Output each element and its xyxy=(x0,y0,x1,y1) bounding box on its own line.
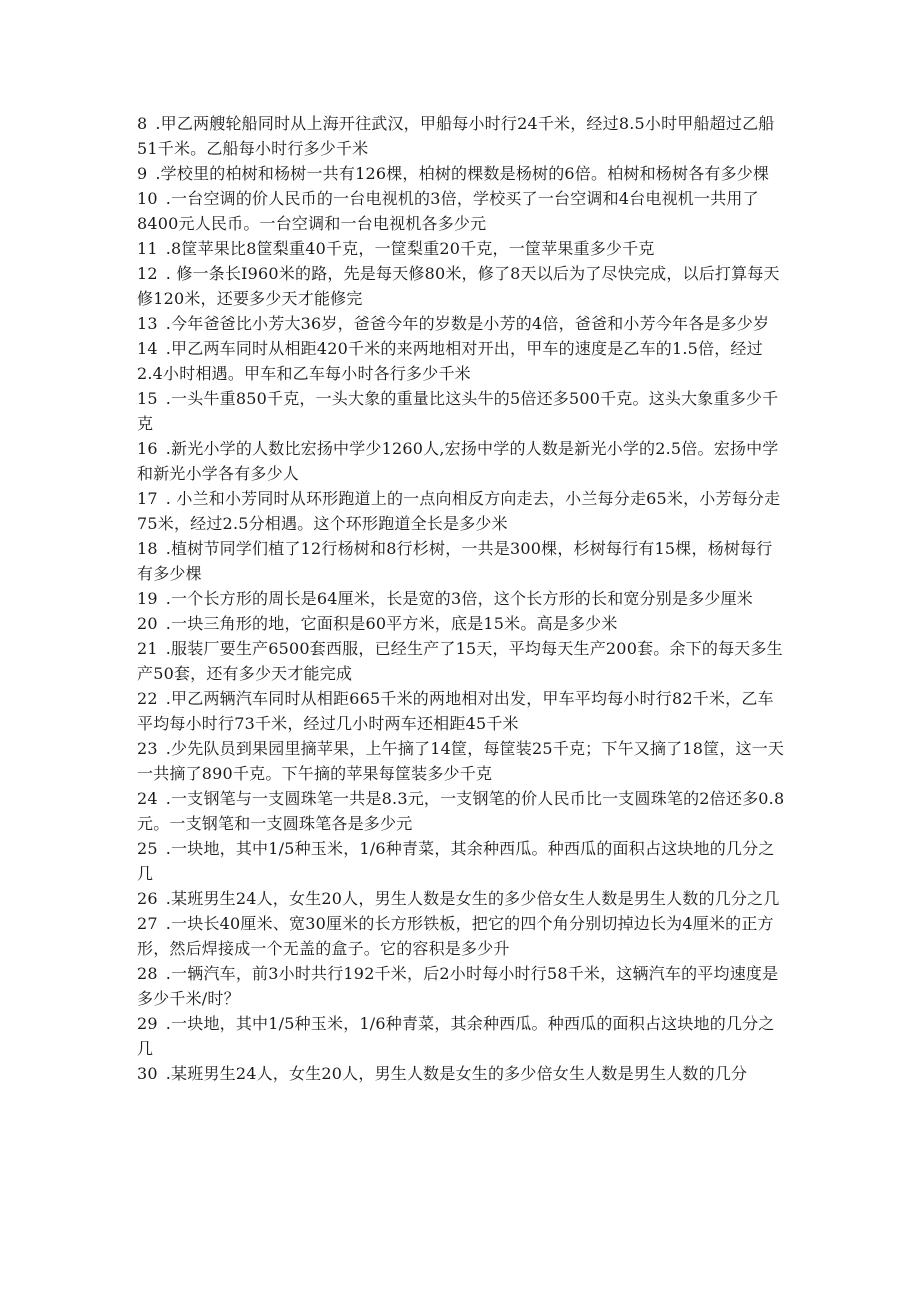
problem-number: 25 xyxy=(137,839,158,858)
problem-number: 22 xyxy=(137,689,158,708)
problem-text: .一头牛重850千克，一头大象的重量比这头牛的5倍还多500千克。这头大象重多少千克 xyxy=(137,389,779,433)
problem-number: 30 xyxy=(137,1064,158,1083)
problem-text: .一块地，其中1/5种玉米，1/6种青菜，其余种西瓜。种西瓜的面积占这块地的几分之几 xyxy=(137,839,775,883)
problem-number: 16 xyxy=(137,439,158,458)
problem-number: 11 xyxy=(137,239,158,258)
problem-text: .一辆汽车，前3小时共行192千米，后2小时每小时行58千米，这辆汽车的平均速度是多少千米/时？ xyxy=(137,964,779,1008)
problem-text: .某班男生24人，女生20人，男生人数是女生的多少倍女生人数是男生人数的几分 xyxy=(165,1064,748,1083)
problem-text: .一支钢笔与一支圆珠笔一共是8.3元，一支钢笔的价人民币比一支圆珠笔的2倍还多0.8元。一支钢笔和一支圆珠笔各是多少元 xyxy=(137,789,785,833)
problem-9 xyxy=(137,161,787,186)
problem-text: .一块三角形的地，它面积是60平方米，底是15米。高是多少米 xyxy=(165,614,618,633)
problem-text: . 修一条长I960米的路，先是每天修80米，修了8天以后为了尽快完成，以后打算每天修120米，还要多少天才能修完 xyxy=(137,264,780,308)
problem-number: 27 xyxy=(137,914,158,933)
problem-25 xyxy=(137,836,787,886)
problem-number: 15 xyxy=(137,389,158,408)
problem-26 xyxy=(137,886,787,911)
problem-text: .新光小学的人数比宏扬中学少1260人,宏扬中学的人数是新光小学的2.5倍。宏扬中学和新光小学各有多少人 xyxy=(137,439,779,483)
problem-text: .某班男生24人，女生20人，男生人数是女生的多少倍女生人数是男生人数的几分之几 xyxy=(165,889,780,908)
problem-10 xyxy=(137,186,787,236)
problem-text: . 小兰和小芳同时从环形跑道上的一点向相反方向走去，小兰每分走65米，小芳每分走75米，经过2.5分相遇。这个环形跑道全长是多少米 xyxy=(137,489,781,533)
problem-number: 10 xyxy=(137,189,158,208)
problem-23 xyxy=(137,736,787,786)
problem-number: 28 xyxy=(137,964,158,983)
problem-text: .甲乙两车同时从相距420千米的来两地相对开出，甲车的速度是乙车的1.5倍，经过2.4小时相遇。甲车和乙车每小时各行多少千米 xyxy=(137,339,763,383)
problem-number: 19 xyxy=(137,589,158,608)
problem-number: 8 xyxy=(137,114,148,133)
problem-number: 29 xyxy=(137,1014,158,1033)
problem-text: .一个长方形的周长是64厘米，长是宽的3倍，这个长方形的长和宽分别是多少厘米 xyxy=(165,589,753,608)
problem-22 xyxy=(137,686,787,736)
problem-text: .一台空调的价人民币的一台电视机的3倍，学校买了一台空调和4台电视机一共用了8400元人民币。一台空调和一台电视机各多少元 xyxy=(137,189,759,233)
problem-number: 13 xyxy=(137,314,158,333)
problem-text: .一块长40厘米、宽30厘米的长方形铁板，把它的四个角分别切掉边长为4厘米的正方形，然后焊接成一个无盖的盒子。它的容积是多少升 xyxy=(137,914,774,958)
problem-number: 20 xyxy=(137,614,158,633)
problem-21 xyxy=(137,636,787,686)
problem-20 xyxy=(137,611,787,636)
problem-28 xyxy=(137,961,787,1011)
problem-text: .少先队员到果园里摘苹果，上午摘了14筐，每筐装25千克；下午又摘了18筐，这一天一共摘了890千克。下午摘的苹果每筐装多少千克 xyxy=(137,739,785,783)
problem-30 xyxy=(137,1061,787,1086)
problem-24 xyxy=(137,786,787,836)
problem-text: .今年爸爸比小芳大36岁，爸爸今年的岁数是小芳的4倍，爸爸和小芳今年各是多少岁 xyxy=(165,314,770,333)
problem-12 xyxy=(137,261,787,311)
problem-19 xyxy=(137,586,787,611)
problem-number: 24 xyxy=(137,789,158,808)
problem-text: .8筐苹果比8筐梨重40千克，一筐梨重20千克，一筐苹果重多少千克 xyxy=(165,239,655,258)
problem-number: 17 xyxy=(137,489,158,508)
problem-18 xyxy=(137,536,787,586)
problem-text: .一块地，其中1/5种玉米，1/6种青菜，其余种西瓜。种西瓜的面积占这块地的几分之几 xyxy=(137,1014,775,1058)
problem-text: .甲乙两辆汽车同时从相距665千米的两地相对出发，甲车平均每小时行82千米，乙车平均每小时行73千米，经过几小时两车还相距45千米 xyxy=(137,689,774,733)
problem-17 xyxy=(137,486,787,536)
problem-29 xyxy=(137,1011,787,1061)
problem-8 xyxy=(137,111,787,161)
problem-13 xyxy=(137,311,787,336)
problem-27 xyxy=(137,911,787,961)
problem-number: 26 xyxy=(137,889,158,908)
problem-number: 9 xyxy=(137,164,148,183)
problem-number: 12 xyxy=(137,264,158,283)
problem-14 xyxy=(137,336,787,386)
problem-16 xyxy=(137,436,787,486)
problem-text: .学校里的柏树和杨树一共有126棵，柏树的棵数是杨树的6倍。柏树和杨树各有多少棵 xyxy=(155,164,770,183)
problem-text: .服装厂要生产6500套西服，已经生产了15天，平均每天生产200套。余下的每天多生产50套，还有多少天才能完成 xyxy=(137,639,783,683)
problem-number: 18 xyxy=(137,539,158,558)
problem-number: 23 xyxy=(137,739,158,758)
problem-number: 21 xyxy=(137,639,158,658)
problem-15 xyxy=(137,386,787,436)
problem-text: .植树节同学们植了12行杨树和8行杉树，一共是300棵，杉树每行有15棵，杨树每行有多少棵 xyxy=(137,539,773,583)
problem-number: 14 xyxy=(137,339,158,358)
problem-text: .甲乙两艘轮船同时从上海开往武汉，甲船每小时行24千米，经过8.5小时甲船超过乙船51千米。乙船每小时行多少千米 xyxy=(137,114,775,158)
problem-list xyxy=(137,111,787,1086)
problem-11 xyxy=(137,236,787,261)
